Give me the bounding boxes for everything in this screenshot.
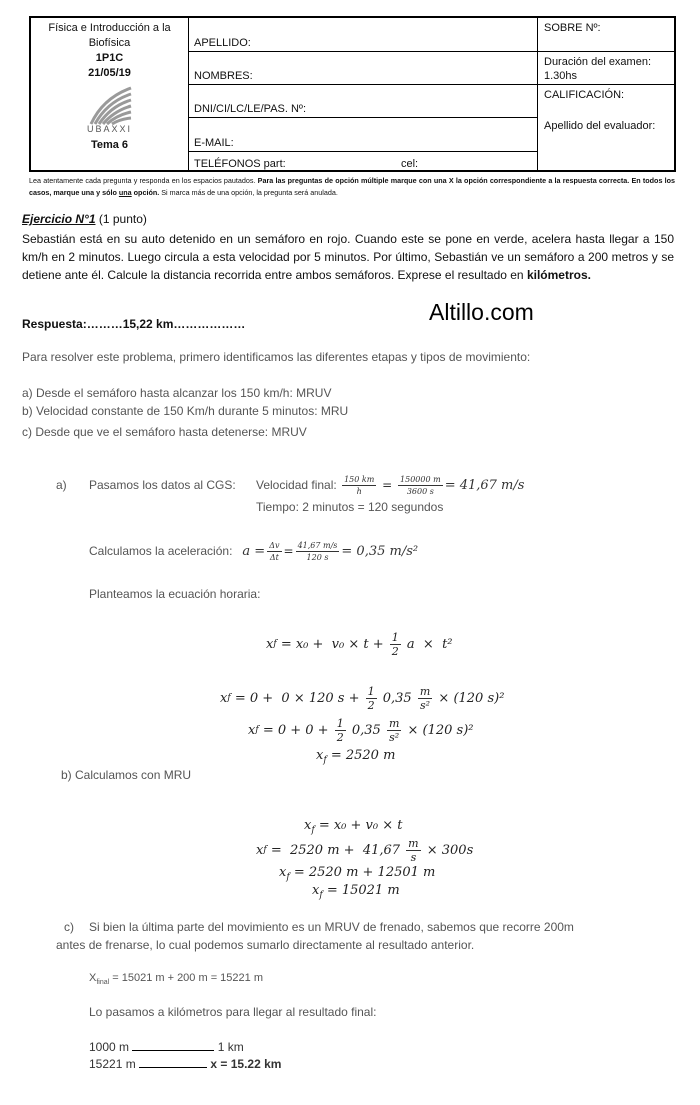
mru2-b: × 300s	[422, 842, 474, 858]
conv2-a: 15221 m	[89, 1057, 136, 1071]
dni-label: DNI/CI/LC/LE/PAS. Nº:	[194, 103, 307, 115]
email-label: E-MAIL:	[194, 137, 234, 149]
frac-unit-m-s2	[418, 685, 432, 712]
conv1-underline	[132, 1050, 214, 1051]
mru1-value: = x₀ + v₀ × t	[318, 818, 403, 833]
part-a-label: a)	[56, 478, 67, 492]
half-num: 1	[391, 630, 399, 644]
ubaxxi-logo-icon	[87, 86, 133, 126]
half-den: 2	[391, 644, 399, 658]
frac-half-2	[366, 685, 377, 712]
eq4-value: = 2520 m	[330, 748, 396, 763]
conv2-b: x = 15.22 km	[210, 1057, 282, 1071]
frac-half-3	[335, 717, 346, 744]
dni-row[interactable]	[189, 85, 537, 118]
frac-150000m	[398, 474, 443, 497]
part-a-text: Pasamos los datos al CGS:	[89, 478, 236, 492]
acel-line: Calculamos la aceleración: a = $\frac{\Delta v}{\Delta t}$ = $\frac{41,67 m/s}{120 s}$ = 0,35 m/s²	[89, 540, 419, 562]
acel-result: = 0,35 m/s²	[341, 543, 419, 559]
subject-line2: Biofísica	[88, 37, 131, 49]
half3-den: 2	[336, 730, 344, 744]
exercise-title-line	[22, 212, 147, 226]
frac2-den: 3600 s	[406, 486, 434, 496]
instr-p3-end: opción.	[133, 188, 160, 197]
mru4-x: x	[312, 883, 320, 898]
email-row[interactable]	[189, 118, 537, 152]
eq2-sub: f	[227, 693, 231, 703]
apellido-label: APELLIDO:	[194, 37, 251, 49]
vfinal-result: = 41,67 m/s	[444, 477, 525, 493]
half2-den: 2	[367, 698, 375, 712]
mru4-sub: f	[319, 890, 323, 901]
part-c-text2: antes de frenarse, lo cual podemos sumarlo directamente al resultado anterior.	[56, 938, 475, 952]
mru2-sub: f	[263, 845, 267, 855]
eq4-sub: f	[323, 755, 327, 766]
unit-num: m	[419, 684, 431, 698]
part-b-label: b) Calculamos con MRU	[61, 768, 192, 782]
sobre-label: SOBRE Nº:	[544, 22, 601, 34]
exercise-title: Ejercicio N°1	[22, 212, 96, 226]
instr-p4: Si marca más de una opción, la pregunta será anulada.	[161, 188, 338, 197]
unit2-den: s²	[389, 730, 400, 744]
xfinal-value: = 15021 m + 200 m = 15221 m	[109, 972, 263, 984]
tema: Tema 6	[90, 139, 129, 151]
eq3-x: x	[248, 722, 256, 738]
mru2-unit-den: s	[410, 850, 417, 864]
exercise-points: (1 punto)	[98, 212, 147, 226]
eq3-b: 0,35	[347, 722, 385, 738]
sobre-row	[538, 18, 675, 52]
eq-substituted	[220, 680, 504, 716]
xfinal-x: X	[89, 972, 97, 984]
unit2-num: m	[388, 716, 400, 730]
mru4-value: = 15021 m	[326, 883, 400, 898]
eq2-b: 0,35	[378, 690, 416, 706]
nombres-label: NOMBRES:	[194, 70, 253, 82]
calificacion-label: CALIFICACIÓN:	[544, 89, 625, 101]
answer-line	[22, 317, 245, 331]
mru2-x: x	[256, 842, 264, 858]
acel-f1-num: Δv	[269, 540, 280, 550]
conv1-a: 1000 m	[89, 1040, 130, 1054]
eq4-x: x	[316, 748, 324, 763]
subject-line1: Física e Introducción a la	[48, 22, 171, 34]
mru2-a: = 2520 m + 41,67	[270, 842, 405, 858]
solution-intro: Para resolver este problema, primero identificamos las diferentes etapas y tipos de movimiento:	[22, 350, 531, 364]
instr-p1: Lea atentamente cada pregunta y responda en los espacios pautados.	[29, 176, 256, 185]
conv2-underline	[139, 1067, 207, 1068]
nombres-row[interactable]	[189, 52, 537, 85]
mru3-x: x	[279, 865, 287, 880]
duracion-row	[538, 52, 675, 85]
stage-b: b) Velocidad constante de 150 Km/h durante 5 minutos: MRU	[22, 404, 349, 418]
duracion-label: Duración del examen:	[544, 56, 652, 68]
horaria-label: Planteamos la ecuación horaria:	[89, 587, 261, 601]
watermark: Altillo.com	[429, 299, 534, 325]
answer-label: Respuesta:	[22, 317, 87, 331]
duracion-value: 1.30hs	[544, 70, 578, 82]
exam-code: 1P1C	[95, 52, 124, 64]
mru2-unit-num: m	[408, 836, 419, 850]
acel-f2-num: 41,67 m/s	[297, 540, 338, 550]
stage-c: c) Desde que ve el semáforo hasta detenerse: MRUV	[22, 425, 307, 439]
exam-header	[29, 16, 676, 172]
statement-bold: kilómetros	[526, 268, 588, 282]
part-c-label: c)	[64, 920, 74, 934]
eq-result-a	[316, 748, 395, 766]
instructions	[29, 175, 675, 199]
stage-a: a) Desde el semáforo hasta alcanzar los 150 km/h: MRUV	[22, 386, 332, 400]
eq2-x: x	[220, 690, 228, 706]
logo-text: UBAXXI	[86, 124, 132, 134]
frac-dv-dt	[267, 540, 281, 563]
calificacion-block	[538, 85, 675, 133]
half3-num: 1	[336, 716, 344, 730]
eq1-c: a × t²	[402, 636, 453, 652]
xfinal-sub: final	[96, 979, 110, 987]
instr-p2: Para las preguntas de opción múltiple marque con una X la opción correspondiente a la respuesta correcta.	[257, 176, 630, 185]
acel-f2-den: 120 s	[306, 552, 329, 562]
mru1-sub: f	[311, 825, 315, 836]
instr-p3: En todos los casos, marque una y sólo	[29, 176, 676, 197]
part-c-text1: Si bien la última parte del movimiento es un MRUV de frenado, sabemos que recorre 200m	[89, 920, 574, 934]
km-text: Lo pasamos a kilómetros para llegar al resultado final:	[89, 1005, 377, 1019]
frac-unit-m-s2-2	[387, 717, 401, 744]
tiempo: Tiempo: 2 minutos = 120 segundos	[256, 500, 444, 514]
mru-eq4	[312, 883, 400, 901]
acel-f1-den: Δt	[269, 552, 279, 562]
statement-text: Sebastián está en su auto detenido en un semáforo en rojo. Cuando este se pone en verde, acelera hasta llegar a 150 km/h en 2 minutos. Luego circula a esta velocidad por 5 minutos. Por último, Sebastián ve un semáforo a 200 metros y se detiene ante él. Calcule la distancia recorrida entre ambos semáforos. Exprese el resultado en	[22, 232, 674, 282]
mru-eq3	[279, 865, 435, 883]
eq1-sub: f	[273, 639, 277, 649]
evaluador-label: Apellido del evaluador:	[544, 120, 656, 132]
mru3-sub: f	[286, 872, 290, 883]
eq-simplified	[248, 712, 474, 748]
eq1-b: = x₀ + v₀ × t +	[276, 636, 388, 652]
conv1-b: 1 km	[217, 1040, 244, 1054]
frac1-den: h	[356, 486, 362, 496]
eq2-c: × (120 s)²	[434, 690, 505, 706]
frac2-num: 150000 m	[400, 474, 441, 484]
mru1-x: x	[304, 818, 312, 833]
frac1-num: 150 km	[344, 474, 375, 484]
acel-label: Calculamos la aceleración:	[89, 544, 233, 558]
frac-unit-m-s	[406, 837, 420, 864]
eq3-sub: f	[255, 725, 259, 735]
eq3-c: × (120 s)²	[403, 722, 474, 738]
apellido-row[interactable]	[189, 18, 537, 52]
frac-acel-values	[296, 540, 340, 563]
vfinal-line: Velocidad final: $\frac{150 km}{h}$ = $\frac{150000 m}{3600 s}$ = 41,67 m/s	[256, 474, 525, 496]
acel-a: a =	[242, 543, 266, 559]
eq1-x: x	[266, 636, 274, 652]
eq-horaria	[266, 624, 453, 664]
conversion-line2	[89, 1057, 281, 1071]
unit-den: s²	[420, 698, 431, 712]
half2-num: 1	[367, 684, 375, 698]
mru-eq2	[256, 832, 473, 868]
eq2-a: = 0 + 0 × 120 s +	[234, 690, 364, 706]
telefonos-label: TELÉFONOS part:	[194, 158, 286, 170]
grading-cell	[537, 18, 675, 170]
mru3-value: = 2520 m + 12501 m	[293, 865, 436, 880]
frac-half	[390, 631, 401, 658]
exercise-statement: Sebastián está en su auto detenido en un semáforo en rojo. Cuando este se pone en verde, acelera hasta llegar a 150 km/h en 2 minutos. Luego circula a esta velocidad por 5 minutos. Por último, Sebastián ve un semáforo a 200 metros y se detiene ante él. Calcule la distancia recorrida entre ambos semáforos. Exprese el resultado en kilómetros.	[22, 232, 674, 282]
instr-p3-underlined: una	[118, 188, 132, 197]
answer-value: ………15,22 km………………	[86, 317, 246, 331]
exam-date: 21/05/19	[88, 67, 131, 79]
vfinal-label: Velocidad final:	[256, 478, 337, 492]
xfinal-line	[89, 972, 263, 986]
conversion-line1	[89, 1040, 244, 1054]
exam-info-cell	[31, 18, 189, 170]
cel-label: cel:	[401, 158, 419, 170]
telefonos-row[interactable]	[189, 152, 537, 172]
frac-150kmh	[342, 474, 376, 497]
eq3-a: = 0 + 0 +	[262, 722, 333, 738]
